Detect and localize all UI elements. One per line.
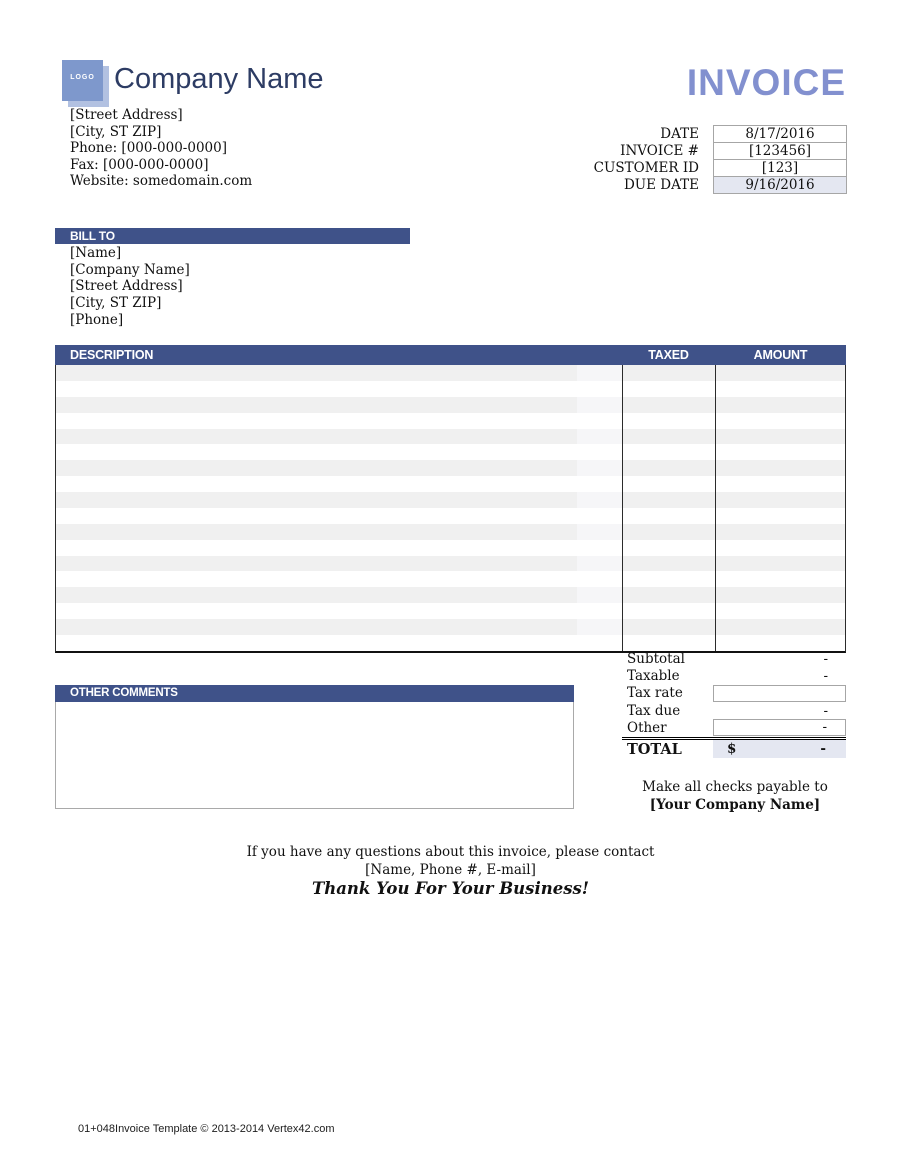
item-gap-cell <box>577 556 622 572</box>
item-description-cell[interactable] <box>56 603 577 619</box>
column-header-taxed: TAXED <box>648 348 689 362</box>
item-amount-cell[interactable] <box>715 571 845 587</box>
item-gap-cell <box>577 492 622 508</box>
item-amount-cell[interactable] <box>715 619 845 635</box>
item-taxed-cell[interactable] <box>622 397 715 413</box>
item-row <box>56 460 845 476</box>
company-name: Company Name <box>114 63 324 95</box>
payable-company-name: [Your Company Name] <box>649 796 821 813</box>
item-taxed-cell[interactable] <box>622 460 715 476</box>
totals-row <box>622 719 846 736</box>
item-row <box>56 540 845 556</box>
item-description-cell[interactable] <box>56 635 577 651</box>
totals-label: Subtotal <box>627 650 685 667</box>
item-taxed-cell[interactable] <box>622 492 715 508</box>
item-amount-cell[interactable] <box>715 492 845 508</box>
item-taxed-cell[interactable] <box>622 476 715 492</box>
item-row <box>56 476 845 492</box>
closing-note <box>55 844 846 898</box>
item-row <box>56 492 845 508</box>
checks-payable-note <box>610 779 860 814</box>
bill-to-address <box>70 245 190 329</box>
item-row <box>56 397 845 413</box>
item-description-cell[interactable] <box>56 587 577 603</box>
bill-to-line: [Name] <box>70 245 122 261</box>
item-row <box>56 635 845 651</box>
invoice-info-row <box>450 142 847 160</box>
item-row <box>56 524 845 540</box>
totals-value: - <box>823 650 828 667</box>
grand-total-value <box>713 740 846 758</box>
item-gap-cell <box>577 587 622 603</box>
totals-rows <box>622 650 846 736</box>
item-description-cell[interactable] <box>56 524 577 540</box>
totals-row <box>622 667 846 684</box>
item-taxed-cell[interactable] <box>622 365 715 381</box>
item-amount-cell[interactable] <box>715 476 845 492</box>
item-amount-cell[interactable] <box>715 540 845 556</box>
item-row <box>56 444 845 460</box>
item-amount-cell[interactable] <box>715 587 845 603</box>
item-row <box>56 556 845 572</box>
invoice-title: INVOICE <box>686 62 846 103</box>
totals-label: Tax rate <box>627 685 683 702</box>
items-table-body <box>55 365 846 653</box>
item-amount-cell[interactable] <box>715 603 845 619</box>
item-amount-cell[interactable] <box>715 365 845 381</box>
invoice-info-label: DUE DATE <box>623 177 699 193</box>
item-description-cell[interactable] <box>56 508 577 524</box>
item-description-cell[interactable] <box>56 540 577 556</box>
bill-to-line: [Street Address] <box>70 278 183 295</box>
item-description-cell[interactable] <box>56 556 577 572</box>
invoice-info-value[interactable]: [123] <box>713 159 847 177</box>
template-credit: 01+048Invoice Template © 2013-2014 Vertex42.com <box>78 1123 335 1135</box>
invoice-info-value[interactable]: 8/17/2016 <box>713 125 847 143</box>
item-taxed-cell[interactable] <box>622 619 715 635</box>
totals-row <box>622 685 846 702</box>
totals-value: - <box>823 667 828 684</box>
item-taxed-cell[interactable] <box>622 429 715 445</box>
item-gap-cell <box>577 381 622 397</box>
item-description-cell[interactable] <box>56 381 577 397</box>
company-address <box>70 107 252 190</box>
company-address-line: Website: somedomain.com <box>70 173 253 190</box>
item-amount-cell[interactable] <box>715 556 845 572</box>
bill-to-line: [City, ST ZIP] <box>70 295 162 312</box>
item-taxed-cell[interactable] <box>622 556 715 572</box>
company-address-line: [Street Address] <box>70 107 183 123</box>
totals-value: - <box>823 702 828 719</box>
bill-to-header <box>55 228 410 244</box>
items-table-header <box>55 345 846 365</box>
item-amount-cell[interactable] <box>715 444 845 460</box>
invoice-info-label: CUSTOMER ID <box>593 160 699 176</box>
item-taxed-cell[interactable] <box>622 603 715 619</box>
item-gap-cell <box>577 508 622 524</box>
item-taxed-cell[interactable] <box>622 524 715 540</box>
item-row <box>56 381 845 397</box>
totals-input-box[interactable] <box>713 685 846 702</box>
invoice-info-value[interactable]: [123456] <box>713 142 847 160</box>
item-row <box>56 619 845 635</box>
item-taxed-cell[interactable] <box>622 635 715 651</box>
invoice-info-row <box>450 125 847 143</box>
item-amount-cell[interactable] <box>715 413 845 429</box>
item-gap-cell <box>577 460 622 476</box>
invoice-info-table <box>450 125 847 194</box>
company-logo-icon <box>62 60 103 101</box>
totals-section <box>622 650 846 758</box>
item-amount-cell[interactable] <box>715 381 845 397</box>
item-gap-cell <box>577 524 622 540</box>
item-taxed-cell[interactable] <box>622 540 715 556</box>
invoice-info-row <box>450 176 847 194</box>
column-header-description: DESCRIPTION <box>70 348 154 362</box>
company-address-line: Phone: [000-000-0000] <box>70 140 227 157</box>
other-comments-header <box>55 685 574 702</box>
grand-total-row <box>622 737 846 758</box>
item-gap-cell <box>577 540 622 556</box>
item-row <box>56 429 845 445</box>
item-taxed-cell[interactable] <box>622 587 715 603</box>
item-amount-cell[interactable] <box>715 524 845 540</box>
item-row <box>56 508 845 524</box>
thank-you-line: Thank You For Your Business! <box>311 879 590 898</box>
item-row <box>56 365 845 381</box>
bill-to-line: [Company Name] <box>70 261 190 278</box>
item-gap-cell <box>577 397 622 413</box>
item-row <box>56 571 845 587</box>
logo-text: LOGO <box>70 74 95 81</box>
item-taxed-cell[interactable] <box>622 508 715 524</box>
invoice-info-value[interactable]: 9/16/2016 <box>713 176 847 194</box>
grand-total-label: TOTAL <box>627 740 682 758</box>
item-description-cell[interactable] <box>56 413 577 429</box>
questions-line: If you have any questions about this invoice, please contact <box>246 844 655 860</box>
bill-to-line: [Phone] <box>70 311 124 328</box>
totals-label: Taxable <box>627 667 680 684</box>
item-amount-cell[interactable] <box>715 429 845 445</box>
item-gap-cell <box>577 635 622 651</box>
grand-total-amount: - <box>820 741 826 758</box>
item-row <box>56 603 845 619</box>
totals-row <box>622 702 846 719</box>
item-description-cell[interactable] <box>56 492 577 508</box>
item-gap-cell <box>577 413 622 429</box>
item-gap-cell <box>577 619 622 635</box>
other-comments-box[interactable] <box>55 702 574 809</box>
item-taxed-cell[interactable] <box>622 413 715 429</box>
item-gap-cell <box>577 365 622 381</box>
item-gap-cell <box>577 476 622 492</box>
item-amount-cell[interactable] <box>715 508 845 524</box>
item-description-cell[interactable] <box>56 476 577 492</box>
item-description-cell[interactable] <box>56 444 577 460</box>
invoice-info-row <box>450 159 847 177</box>
item-row <box>56 587 845 603</box>
item-amount-cell[interactable] <box>715 397 845 413</box>
item-gap-cell <box>577 444 622 460</box>
item-gap-cell <box>577 429 622 445</box>
item-description-cell[interactable] <box>56 619 577 635</box>
item-taxed-cell[interactable] <box>622 381 715 397</box>
item-amount-cell[interactable] <box>715 460 845 476</box>
totals-label: Other <box>627 719 667 736</box>
totals-row <box>622 650 846 667</box>
currency-symbol: $ <box>727 741 737 758</box>
totals-label: Tax due <box>627 702 681 719</box>
other-comments-title: OTHER COMMENTS <box>70 687 178 699</box>
item-amount-cell[interactable] <box>715 635 845 651</box>
item-description-cell[interactable] <box>56 429 577 445</box>
item-description-cell[interactable] <box>56 397 577 413</box>
company-address-line: Fax: [000-000-0000] <box>70 156 209 173</box>
item-description-cell[interactable] <box>56 365 577 381</box>
item-taxed-cell[interactable] <box>622 444 715 460</box>
contact-line: [Name, Phone #, E-mail] <box>365 861 536 878</box>
checks-payable-line: Make all checks payable to <box>642 779 828 795</box>
item-row <box>56 413 845 429</box>
item-taxed-cell[interactable] <box>622 571 715 587</box>
company-address-line: [City, ST ZIP] <box>70 123 162 140</box>
invoice-info-label: DATE <box>660 126 699 142</box>
invoice-info-label: INVOICE # <box>620 143 699 159</box>
column-header-amount: AMOUNT <box>753 348 808 362</box>
item-gap-cell <box>577 571 622 587</box>
items-table <box>55 345 846 653</box>
item-description-cell[interactable] <box>56 460 577 476</box>
item-gap-cell <box>577 603 622 619</box>
totals-input-box[interactable]: - <box>713 719 846 736</box>
item-description-cell[interactable] <box>56 571 577 587</box>
bill-to-title: BILL TO <box>70 229 115 243</box>
